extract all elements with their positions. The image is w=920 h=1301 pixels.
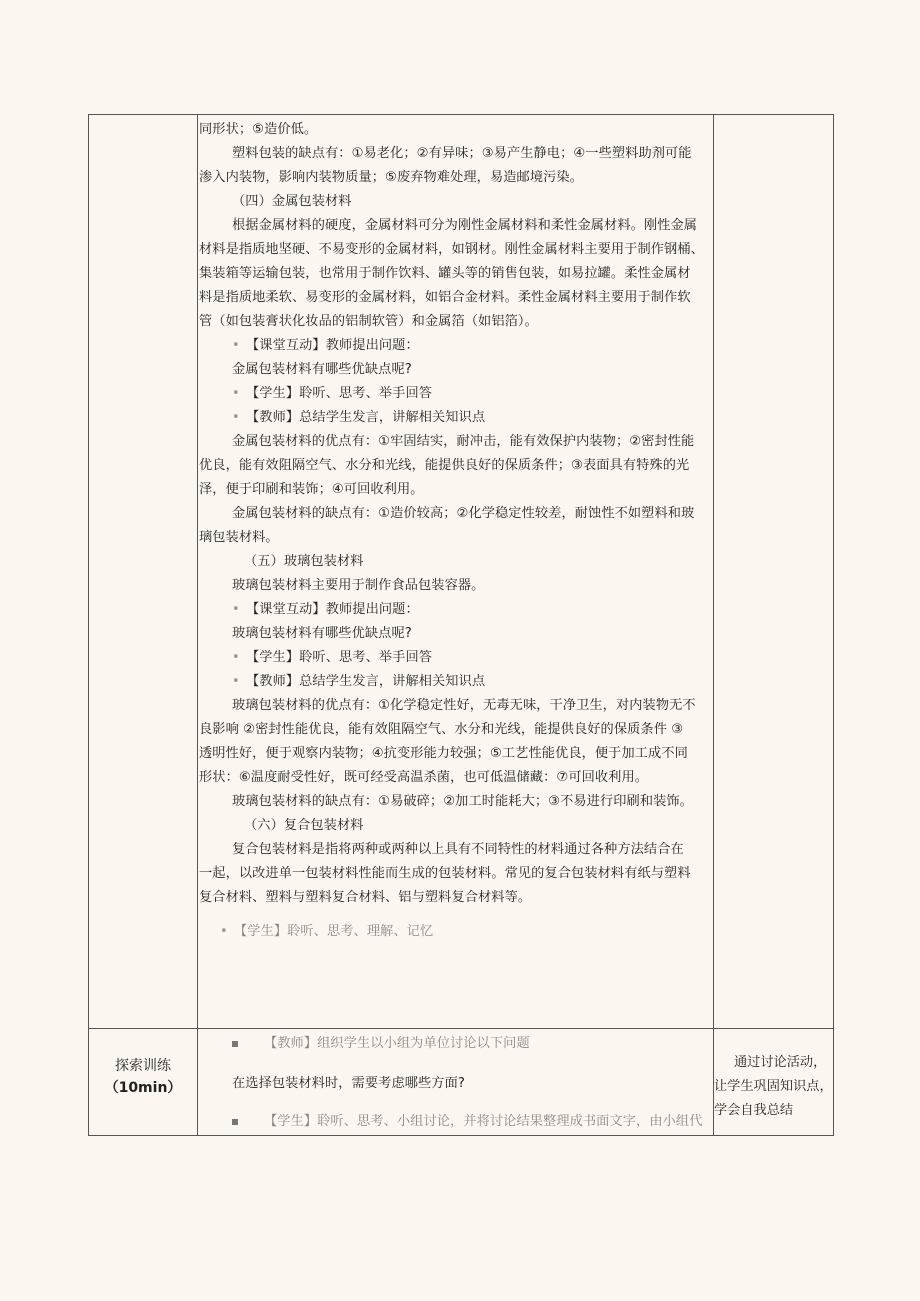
section-heading: （四）金属包装材料: [232, 194, 352, 209]
text-line: 透明性好，便于观察内装物；④抗变形能力较强；⑤工艺性能优良，便于加工成不同: [199, 746, 688, 761]
section-heading: （六）复合包装材料: [244, 818, 364, 833]
text-line: 玻璃包装材料主要用于制作食品包装容器。: [232, 578, 485, 593]
lesson-table: [88, 114, 834, 1136]
text-line: 形状：⑥温度耐受性好，既可经受高温杀菌，也可低温储藏：⑦可回收利用。: [199, 770, 649, 785]
text-line: 泽，便于印刷和装饰；④可回收利用。: [199, 482, 424, 497]
teacher-item: 【教师】组织学生以小组为单位讨论以下问题: [264, 1032, 530, 1056]
text-line: 根据金属材料的硬度，金属材料可分为刚性金属材料和柔性金属材料。刚性金属: [232, 218, 698, 233]
text-line: 复合材料、塑料与塑料复合材料、铝与塑料复合材料等。: [199, 890, 532, 905]
bullet-item: • 【课堂互动】教师提出问题：: [246, 598, 419, 622]
bullet-item: • 【学生】聆听、思考、举手回答: [246, 646, 432, 670]
text-line: 金属包装材料有哪些优缺点呢?: [232, 362, 412, 377]
text-line: 金属包装材料的优点有：①牢固结实，耐冲击，能有效保护内装物；②密封性能: [232, 434, 695, 449]
text-line: 玻璃包装材料的优点有：①化学稳定性好，无毒无味，干净卫生，对内装物无不: [232, 698, 696, 713]
row-divider: [89, 1028, 833, 1029]
text-line: 玻璃包装材料有哪些优缺点呢?: [232, 626, 412, 641]
text-line: 璃包装材料。: [199, 530, 279, 545]
student-item: 【学生】聆听、思考、小组讨论，并将讨论结果整理成书面文字，由小组代: [264, 1110, 702, 1134]
text-line: 玻璃包装材料的缺点有：①易破碎；②加工时能耗大；③不易进行印刷和装饰。: [232, 794, 693, 809]
explore-label-time: （10min）: [104, 1080, 182, 1096]
explore-label-title: 探索训练: [115, 1058, 171, 1074]
text-line: 集装箱等运输包装，也常用于制作饮料、罐头等的销售包装，如易拉罐。柔性金属材: [199, 266, 691, 281]
text-line: 材料是指质地坚硬、不易变形的金属材料，如钢材。刚性金属材料主要用于制作钢桶、: [199, 242, 704, 257]
explore-note: [714, 1051, 835, 1123]
bullet-item: • 【教师】总结学生发言，讲解相关知识点: [246, 670, 485, 694]
text-line: 塑料包装的缺点有：①易老化；②有异味；③易产生静电；④一些塑料助剂可能: [232, 146, 692, 161]
note-line: 学会自我总结: [714, 1103, 794, 1118]
text-line: 良影响 ②密封性能优良，能有效阻隔空气、水分和光线，能提供良好的保质条件 ③: [199, 722, 684, 737]
explore-label: [89, 1055, 197, 1099]
bullet-item: • 【课堂互动】教师提出问题：: [246, 334, 419, 358]
note-line: 让学生巩固知识点，: [714, 1079, 833, 1094]
column-divider: [197, 115, 198, 1135]
text-line: 渗入内装物，影响内装物质量；⑤废弃物难处理，易造邮境污染。: [199, 170, 583, 185]
text-line: 复合包装材料是指将两种或两种以上具有不同特性的材料通过各种方法结合在: [232, 842, 684, 857]
bullet-item: • 【学生】聆听、思考、理解、记忆: [234, 920, 433, 944]
text-line: 优良，能有效阻隔空气、水分和光线，能提供良好的保质条件；③表面具有特殊的光: [199, 458, 690, 473]
note-line: 通过讨论活动，: [734, 1055, 827, 1070]
text-line: 一起，以改进单一包装材料性能而生成的包装材料。常见的复合包装材料有纸与塑料: [199, 866, 691, 881]
text-line: 管（如包装膏状化妆品的铝制软管）和金属箔（如铝箔）。: [199, 314, 538, 329]
column-divider: [713, 115, 714, 1135]
section-heading: （五）玻璃包装材料: [244, 554, 364, 569]
text-line: 料是指质地柔软、易变形的金属材料，如铝合金材料。柔性金属材料主要用于制作软: [199, 290, 691, 305]
text-line: 金属包装材料的缺点有：①造价较高；②化学稳定性较差，耐蚀性不如塑料和玻: [232, 506, 695, 521]
bullet-item: • 【教师】总结学生发言，讲解相关知识点: [246, 406, 485, 430]
text-line: 同形状；⑤造价低。: [199, 122, 318, 137]
bullet-item: • 【学生】聆听、思考、举手回答: [246, 382, 432, 406]
question-text: 在选择包装材料时，需要考虑哪些方面?: [232, 1076, 465, 1091]
